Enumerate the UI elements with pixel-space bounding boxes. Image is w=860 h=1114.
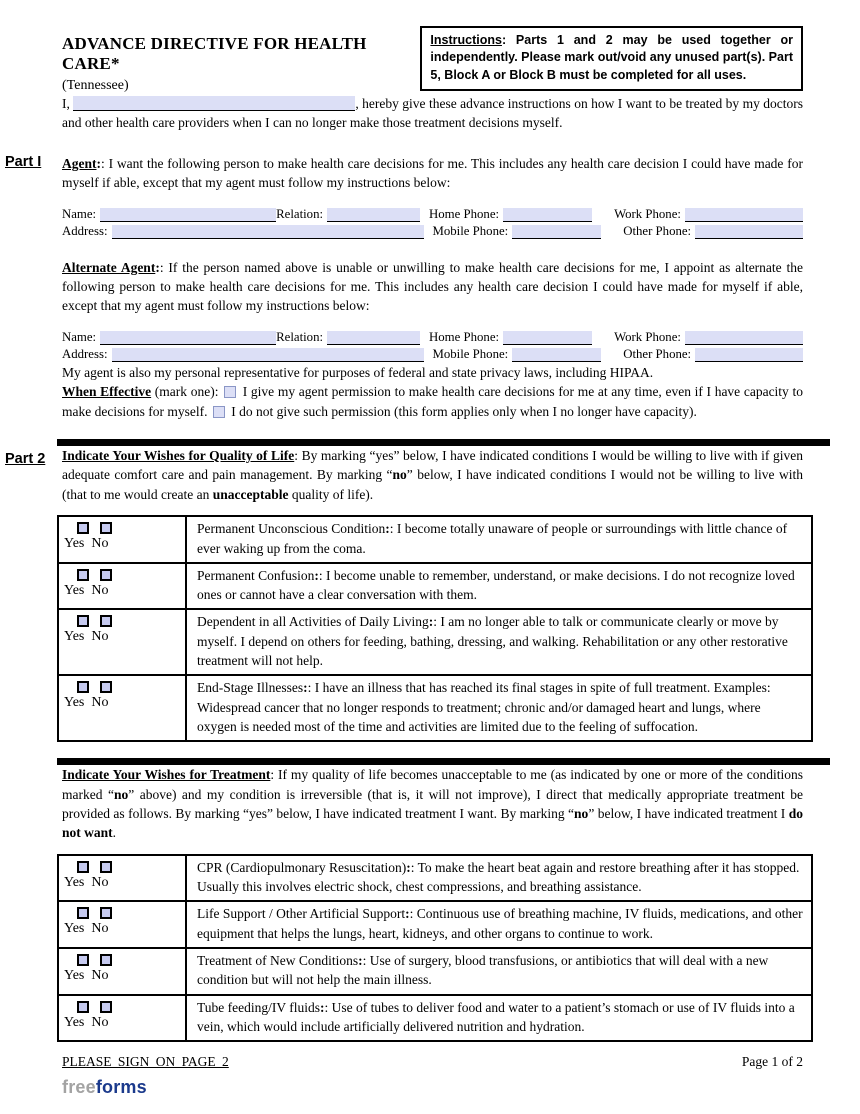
relation-label: Relation: — [276, 329, 324, 344]
alternate-fields-row2 — [62, 346, 803, 362]
alternate-fields-row1 — [62, 329, 803, 345]
alternate-work-phone-field[interactable] — [685, 331, 803, 345]
treatment-table — [57, 854, 813, 1042]
agent-other-phone-field[interactable] — [695, 225, 803, 239]
treatment-description: Life Support / Other Artificial Support:: Continuous use of breathing machine, IV fluids, medications, and other equipment that helps the lungs, heart, kidneys, and other organs to continue to work. — [197, 906, 803, 941]
freeforms-logo — [62, 1077, 803, 1098]
agent-relation-field[interactable] — [327, 208, 420, 222]
condition-description: Permanent Confusion:: I become unable to remember, understand, or make decisions. I do not recognize loved ones or cannot have a clear conversation with them. — [197, 567, 795, 603]
alternate-relation-field[interactable] — [327, 331, 420, 345]
other-phone-label: Other Phone: — [623, 346, 692, 361]
permanent-confusion-row — [59, 562, 811, 609]
treatment-wishes-paragraph: Indicate Your Wishes for Treatment: If my quality of life becomes unacceptable to me (as indicated by one or more of the conditions marked “no” above) and my condition is irreversible (that is, it will not improve), I direct that medically appropriate treatment be provided as follows. By marking “yes” below, I have indicated treatment I want. By marking “no” below, I have indicated treatment I do not want. — [62, 767, 803, 841]
treatment-description: Tube feeding/IV fluids:: Use of tubes to deliver food and water to a patient’s stomach or use of IV fluids into a vein, which would include artificially delivered nutrition and hydration. — [197, 999, 795, 1034]
when-effective-paragraph — [62, 382, 803, 421]
intro-paragraph — [62, 94, 803, 133]
part2-section — [5, 446, 803, 504]
cpr-yes-checkbox[interactable] — [77, 861, 89, 873]
work-phone-label: Work Phone: — [614, 329, 681, 344]
yes-no-labels: Yes No — [64, 536, 109, 552]
permission-anytime-checkbox[interactable] — [224, 386, 236, 398]
quality-of-life-paragraph: Indicate Your Wishes for Quality of Life: By marking “yes” below, I have indicated conditions I would be willing to live with if given adequate comfort care and pain management. By marking “no” below, I have indicated conditions I would not be willing to live with (that to me would create an unacceptable quality of life). — [62, 448, 803, 502]
condition-description: Permanent Unconscious Condition:: I become totally unaware of people or surroundings with little chance of ever waking up from the coma. — [197, 521, 788, 556]
when-effective-option1: I give my agent permission to make health care decisions for me at any time, even if I have capacity to make decisions for myself. — [62, 384, 803, 419]
home-phone-label: Home Phone: — [429, 329, 500, 344]
instructions-text: : Parts 1 and 2 may be used together or independently. Please mark out/void any unused part(s). Part 5, Block A or Block B must be completed for all uses. — [430, 33, 793, 82]
yes-no-labels: Yes No — [64, 629, 109, 645]
tube-feeding-yes-checkbox[interactable] — [77, 1001, 89, 1013]
treatment-description: CPR (Cardiopulmonary Resuscitation):: To make the heart beat again and restore breathing after it has stopped. Usually this involves electric shock, chest compressions, and breathing assistance. — [197, 859, 800, 895]
permanent-unconscious-row — [59, 517, 811, 562]
yes-no-labels: Yes No — [64, 921, 109, 937]
quality-of-life-table — [57, 515, 813, 742]
no-permission-checkbox[interactable] — [213, 406, 225, 418]
name-label: Name: — [62, 329, 97, 344]
permanent-unconscious-yes-checkbox[interactable] — [77, 522, 89, 534]
dependent-daily-living-row — [59, 608, 811, 674]
intro-prefix: I, — [62, 96, 70, 111]
cpr-no-checkbox[interactable] — [100, 861, 112, 873]
yes-no-labels: Yes No — [64, 695, 109, 711]
agent-fields-row2 — [62, 223, 803, 239]
agent-name-field[interactable] — [100, 208, 276, 222]
hipaa-statement: My agent is also my personal representative for purposes of federal and state privacy laws, including HIPAA. — [62, 364, 654, 380]
checkbox-cell — [59, 517, 187, 562]
work-phone-label: Work Phone: — [614, 206, 681, 221]
form-subtitle: (Tennessee) — [62, 78, 129, 93]
part2-label: Part 2 — [5, 451, 46, 468]
condition-description: Dependent in all Activities of Daily Living:: I am no longer able to talk or communicate clearly or move by myself. I depend on others for feeding, bathing, dressing, and walking. Rehabilitation or any other restorative treatment will not help. — [197, 614, 788, 669]
tube-feeding-no-checkbox[interactable] — [100, 1001, 112, 1013]
sign-note: PLEASE SIGN ON PAGE 2 — [62, 1054, 229, 1070]
alternate-agent-lead: Alternate Agent — [62, 259, 156, 275]
mobile-phone-label: Mobile Phone: — [432, 223, 509, 238]
agent-home-phone-field[interactable] — [503, 208, 592, 222]
form-title: ADVANCE DIRECTIVE FOR HEALTH CARE* — [62, 34, 367, 73]
alternate-agent-fields — [62, 329, 803, 362]
footer — [62, 1054, 803, 1070]
checkbox-cell — [59, 949, 187, 994]
life-support-no-checkbox[interactable] — [100, 907, 112, 919]
alternate-home-phone-field[interactable] — [503, 331, 592, 345]
agent-address-field[interactable] — [112, 225, 424, 239]
instructions-label: Instructions — [430, 33, 502, 47]
permanent-unconscious-no-checkbox[interactable] — [100, 522, 112, 534]
end-stage-illnesses-no-checkbox[interactable] — [100, 681, 112, 693]
agent-text: : I want the following person to make health care decisions for me. This includes any health care decision I could have made for myself if able, except that my agent must follow my instructions below: — [62, 155, 803, 191]
home-phone-label: Home Phone: — [429, 206, 500, 221]
agent-mobile-phone-field[interactable] — [512, 225, 601, 239]
tube-feeding-row — [59, 994, 811, 1041]
checkbox-cell — [59, 676, 187, 740]
new-conditions-no-checkbox[interactable] — [100, 954, 112, 966]
title-block — [62, 26, 420, 94]
address-label: Address: — [62, 223, 108, 238]
other-phone-label: Other Phone: — [623, 223, 692, 238]
dependent-daily-living-no-checkbox[interactable] — [100, 615, 112, 627]
section-divider — [57, 758, 830, 765]
part1-label: Part I — [5, 153, 42, 170]
declarant-name-field[interactable] — [73, 96, 355, 111]
name-label: Name: — [62, 206, 97, 221]
dependent-daily-living-yes-checkbox[interactable] — [77, 615, 89, 627]
cpr-row — [59, 856, 811, 901]
agent-work-phone-field[interactable] — [685, 208, 803, 222]
yes-no-labels: Yes No — [64, 874, 109, 890]
yes-no-labels: Yes No — [64, 1014, 109, 1030]
life-support-yes-checkbox[interactable] — [77, 907, 89, 919]
agent-fields — [62, 206, 803, 239]
alternate-name-field[interactable] — [100, 331, 276, 345]
when-effective-option2: I do not give such permission (this form applies only when I no longer have capacity). — [227, 403, 697, 419]
checkbox-cell — [59, 856, 187, 901]
condition-description: End-Stage Illnesses:: I have an illness that has reached its final stages in spite of full treatment. Examples: Widespread cancer that no longer responds to treatment; chronic and/or damaged heart and lungs, where oxygen is needed most of the time and activities are limited due to the feeling of suffocation. — [197, 680, 771, 734]
yes-no-labels: Yes No — [64, 968, 109, 984]
part1-section — [5, 153, 803, 421]
new-conditions-row — [59, 947, 811, 994]
page-number: Page 1 of 2 — [741, 1054, 803, 1070]
agent-lead: Agent — [62, 155, 97, 171]
permanent-confusion-no-checkbox[interactable] — [100, 569, 112, 581]
relation-label: Relation: — [276, 206, 324, 221]
address-label: Address: — [62, 346, 108, 361]
logo-forms-text: forms — [95, 1077, 147, 1098]
life-support-row — [59, 900, 811, 947]
agent-fields-row1 — [62, 206, 803, 222]
treatment-description: Treatment of New Conditions:: Use of surgery, blood transfusions, or antibiotics that will deal with a new condition but will not help the main illness. — [197, 953, 769, 988]
end-stage-illnesses-row — [59, 674, 811, 740]
when-effective-lead: When Effective — [62, 384, 152, 400]
instructions-box — [420, 26, 803, 91]
permanent-confusion-yes-checkbox[interactable] — [77, 569, 89, 581]
when-effective-mark: (mark one): — [151, 384, 223, 400]
new-conditions-yes-checkbox[interactable] — [77, 954, 89, 966]
checkbox-cell — [59, 996, 187, 1041]
yes-no-labels: Yes No — [64, 582, 109, 598]
checkbox-cell — [59, 564, 187, 609]
checkbox-cell — [59, 902, 187, 947]
checkbox-cell — [59, 610, 187, 674]
part-divider — [57, 439, 830, 446]
alternate-mobile-phone-field[interactable] — [512, 348, 601, 362]
alternate-address-field[interactable] — [112, 348, 424, 362]
intro-suffix: , hereby give these advance instructions on how I want to be treated by my doctors and other health care providers when I can no longer make those treatment decisions myself. — [62, 96, 804, 131]
agent-paragraph: Agent:: I want the following person to make health care decisions for me. This includes any health care decision I could have made for myself if able, except that my agent must follow my instructions below: — [62, 155, 803, 191]
mobile-phone-label: Mobile Phone: — [432, 346, 509, 361]
header — [62, 26, 803, 94]
alternate-agent-text: : If the person named above is unable or unwilling to make health care decisions for me, I appoint as alternate the following person to make health care decisions for me. This includes any health care decision I could have made for myself if able, except that my agent must follow my instructions below: — [62, 259, 803, 314]
alternate-other-phone-field[interactable] — [695, 348, 803, 362]
alternate-agent-paragraph: Alternate Agent:: If the person named above is unable or unwilling to make health care decisions for me, I appoint as alternate the following person to make health care decisions for me. This includes any health care decision I could have made for myself if able, except that my agent must follow my instructions below: — [62, 259, 803, 314]
end-stage-illnesses-yes-checkbox[interactable] — [77, 681, 89, 693]
logo-free-text: free — [62, 1077, 96, 1098]
